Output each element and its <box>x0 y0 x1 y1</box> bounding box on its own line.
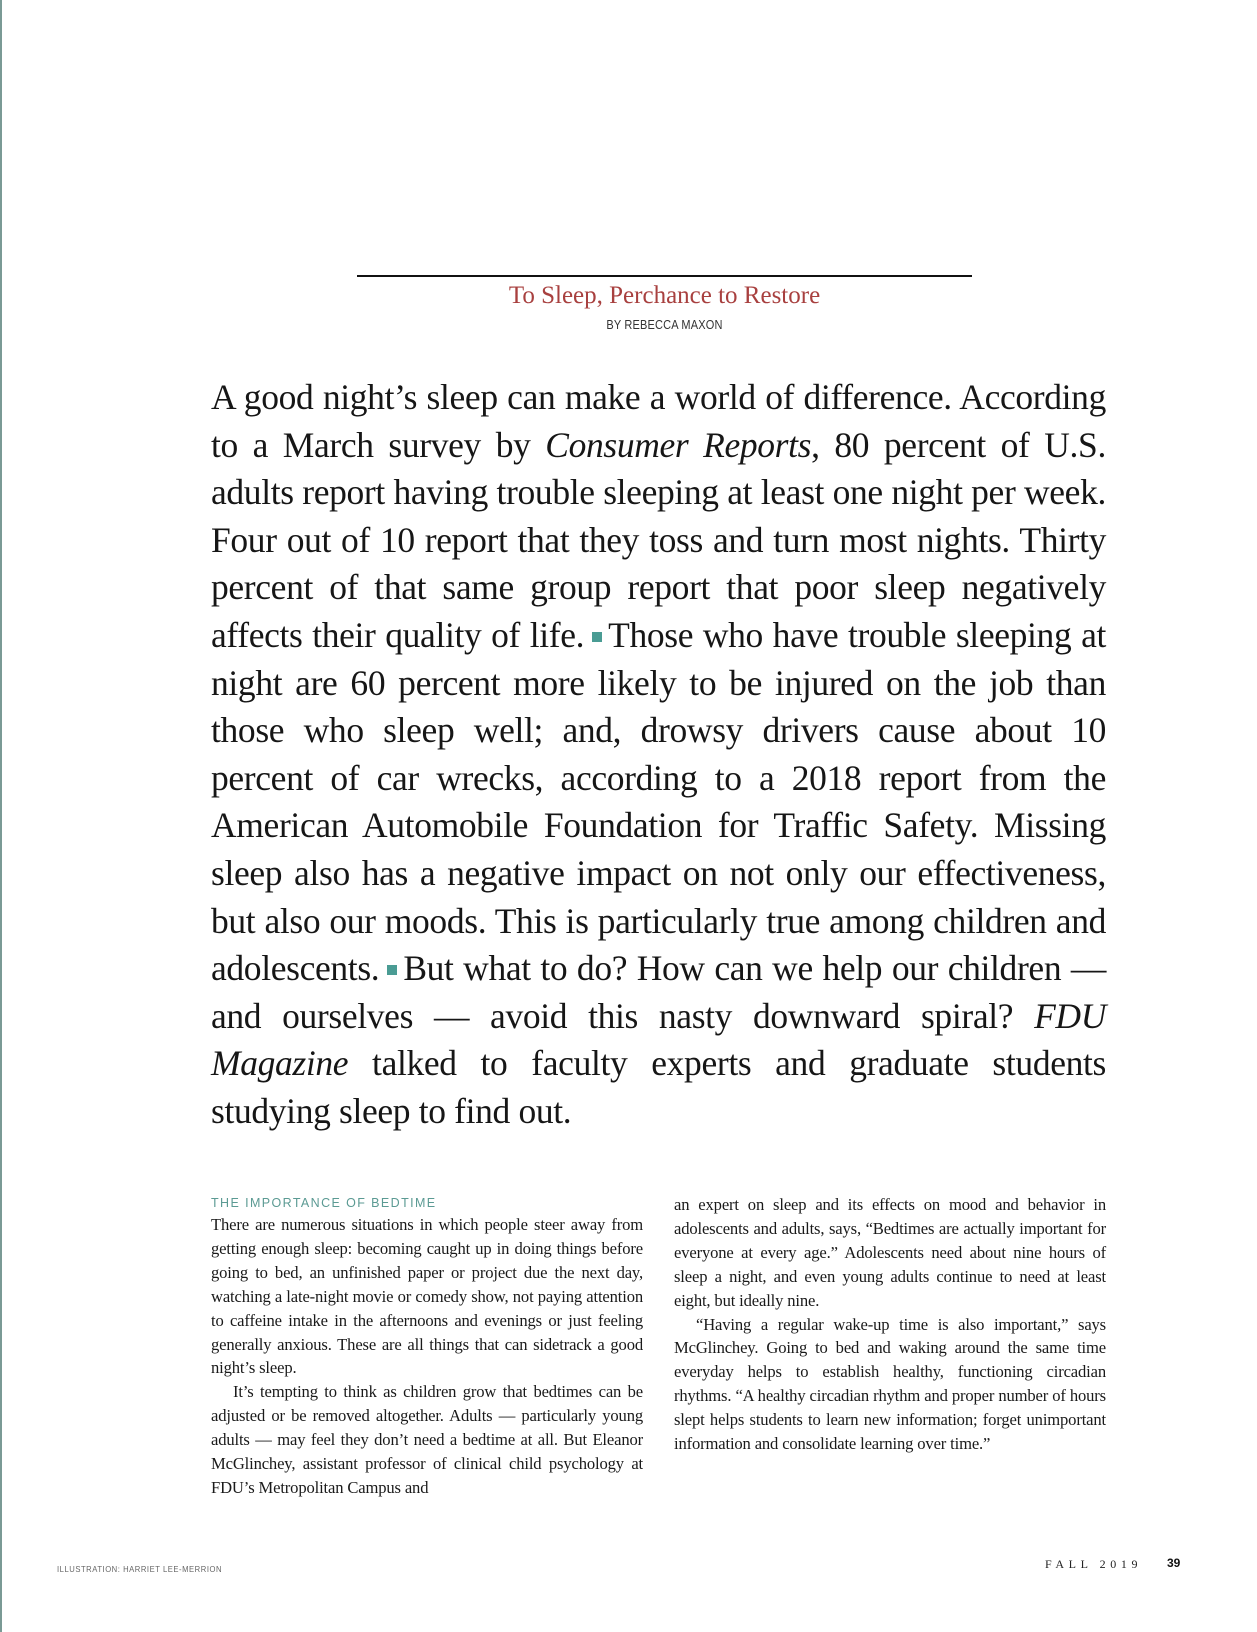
article-title: To Sleep, Perchance to Restore <box>508 282 821 309</box>
lede-text: , 80 percent of U.S. adults report having trouble sleeping at least one night per week. Four out of 10 report that they toss and turn most nights. Thirty percent of that same group report that poor sleep negatively affects their quality of life. <box>211 424 1106 655</box>
issue-label: FALL 2019 <box>1045 1557 1143 1571</box>
page-number: 39 <box>1167 1556 1181 1570</box>
body-paragraph: an expert on sleep and its effects on mood and behavior in adolescents and adults, says, “Bedtimes are actually important for everyone at every age.” Adolescents need about nine hours of sleep a night, and even young adults continue to need at least eight, but ideally nine. <box>674 1195 1106 1310</box>
lede-text: talked to faculty experts and graduate students studying sleep to find out. <box>211 1043 1106 1131</box>
article-byline: BY REBECCA MAXON <box>606 318 723 332</box>
body-paragraph: “Having a regular wake-up time is also important,” says McGlinchey. Going to bed and waking around the same time everyday helps to establish healthy, functioning circadian rhythms. “A healthy circadian rhythm and proper number of hours slept helps students to learn new information; forget unimportant information and consolidate learning over time.” <box>674 1314 1106 1454</box>
illustration-credit: ILLUSTRATION: HARRIET LEE-MERRION <box>57 1564 223 1574</box>
lede-text: A good night’s sleep can make a world of difference. According to a March survey by <box>211 377 1106 465</box>
section-bullet-icon <box>592 632 602 642</box>
section-subhead: THE IMPORTANCE OF BEDTIME <box>211 1196 437 1210</box>
body-paragraph: It’s tempting to think as children grow that bedtimes can be adjusted or be removed altogether. Adults — particularly young adults — may feel they don’t need a bedtime at all. But Eleanor McGlinchey, assistant professor of clinical child psychology at FDU’s Metropolitan Campus and <box>211 1382 643 1497</box>
lede-text: Those who have trouble sleeping at night are 60 percent more likely to be injured on the job than those who sleep well; and, drowsy drivers cause about 10 percent of car wrecks, according to a 2018 report from the American Automobile Foundation for Traffic Safety. Missing sleep also has a negative impact on not only our effectiveness, but also our moods. This is particularly true among children and adolescents. <box>211 614 1106 989</box>
publication-name: Consumer Reports <box>545 424 812 465</box>
body-column-2 <box>674 1193 1106 1456</box>
page-edge-strip <box>0 0 2 1632</box>
lede-text: But what to do? How can we help our children — and ourselves — avoid this nasty downward spiral? <box>211 948 1106 1036</box>
body-paragraph: There are numerous situations in which people steer away from getting enough sleep: becoming caught up in doing things before going to bed, an unfinished paper or project due the next day, watching a late-night movie or comedy show, not paying attention to caffeine intake in the afternoons and evenings or just feeling generally anxious. These are all things that can sidetrack a good night’s sleep. <box>211 1215 643 1378</box>
title-rule <box>357 275 972 277</box>
section-bullet-icon <box>387 965 397 975</box>
lede-paragraph <box>211 374 1106 1136</box>
publication-name: FDU Magazine <box>211 995 1106 1084</box>
body-column-1 <box>211 1193 643 1500</box>
